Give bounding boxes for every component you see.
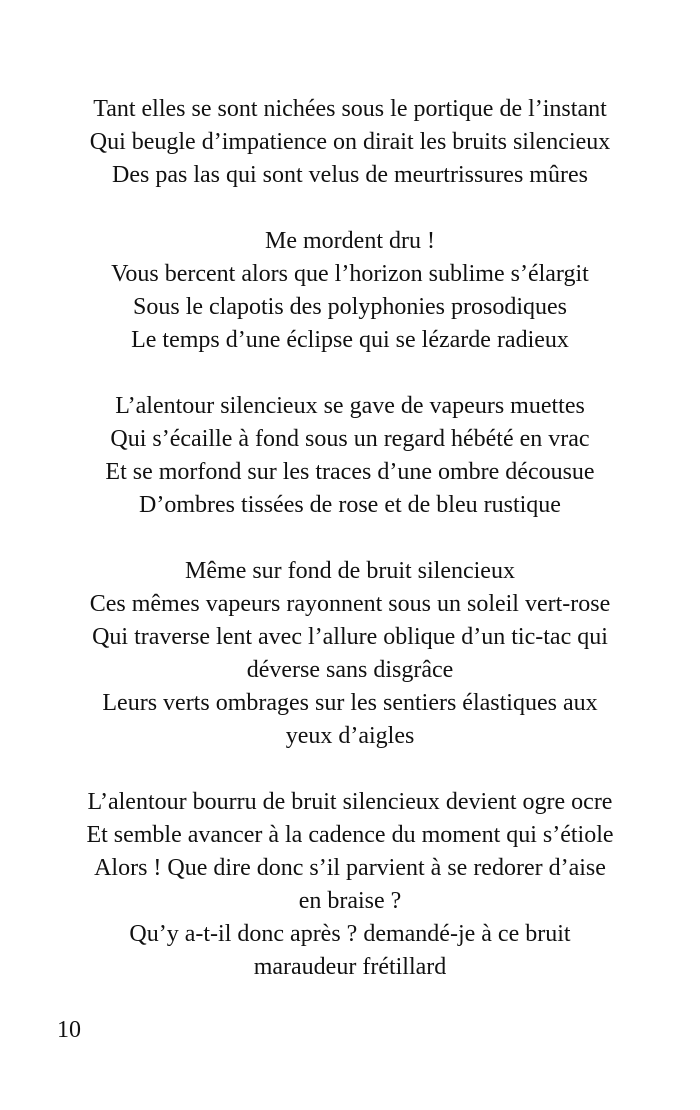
poem-line: maraudeur frétillard — [253, 954, 447, 980]
poem-line: Des pas las qui sont velus de meurtrissures mûres — [112, 162, 588, 188]
poem-line: en braise ? — [298, 888, 402, 914]
poem-line: Qui beugle d’impatience on dirait les bruits silencieux — [89, 129, 611, 155]
poem-body — [0, 93, 700, 984]
poem-line: D’ombres tissées de rose et de bleu rustique — [139, 492, 561, 518]
poem-line: Sous le clapotis des polyphonies prosodiques — [133, 294, 567, 320]
poem-line: Vous bercent alors que l’horizon sublime s’élargit — [111, 261, 589, 287]
stanza-break — [0, 192, 700, 225]
poem-line: Alors ! Que dire donc s’il parvient à se redorer d’aise — [94, 855, 606, 881]
poem-line: déverse sans disgrâce — [246, 657, 454, 683]
poem-line: Qui s’écaille à fond sous un regard hébété en vrac — [110, 426, 590, 452]
page-number: 10 — [57, 1017, 81, 1043]
poem-line: L’alentour bourru de bruit silencieux devient ogre ocre — [87, 789, 613, 815]
poem-line: Leurs verts ombrages sur les sentiers élastiques aux — [102, 690, 598, 716]
poem-line: Même sur fond de bruit silencieux — [185, 558, 515, 584]
poem-line: yeux d’aigles — [285, 723, 415, 749]
stanza-break — [0, 357, 700, 390]
poem-line: Le temps d’une éclipse qui se lézarde radieux — [131, 327, 569, 353]
stanza-break — [0, 753, 700, 786]
poem-line: Qu’y a-t-il donc après ? demandé-je à ce bruit — [129, 921, 571, 947]
poem-line: Ces mêmes vapeurs rayonnent sous un soleil vert-rose — [89, 591, 611, 617]
poem-line: Tant elles se sont nichées sous le portique de l’instant — [93, 96, 607, 122]
poem-line: Et se morfond sur les traces d’une ombre décousue — [105, 459, 595, 485]
stanza-break — [0, 522, 700, 555]
poem-line: L’alentour silencieux se gave de vapeurs muettes — [115, 393, 585, 419]
poem-line: Qui traverse lent avec l’allure oblique d’un tic-tac qui — [92, 624, 608, 650]
poem-line: Et semble avancer à la cadence du moment qui s’étiole — [86, 822, 614, 848]
poem-line: Me mordent dru ! — [265, 228, 435, 254]
